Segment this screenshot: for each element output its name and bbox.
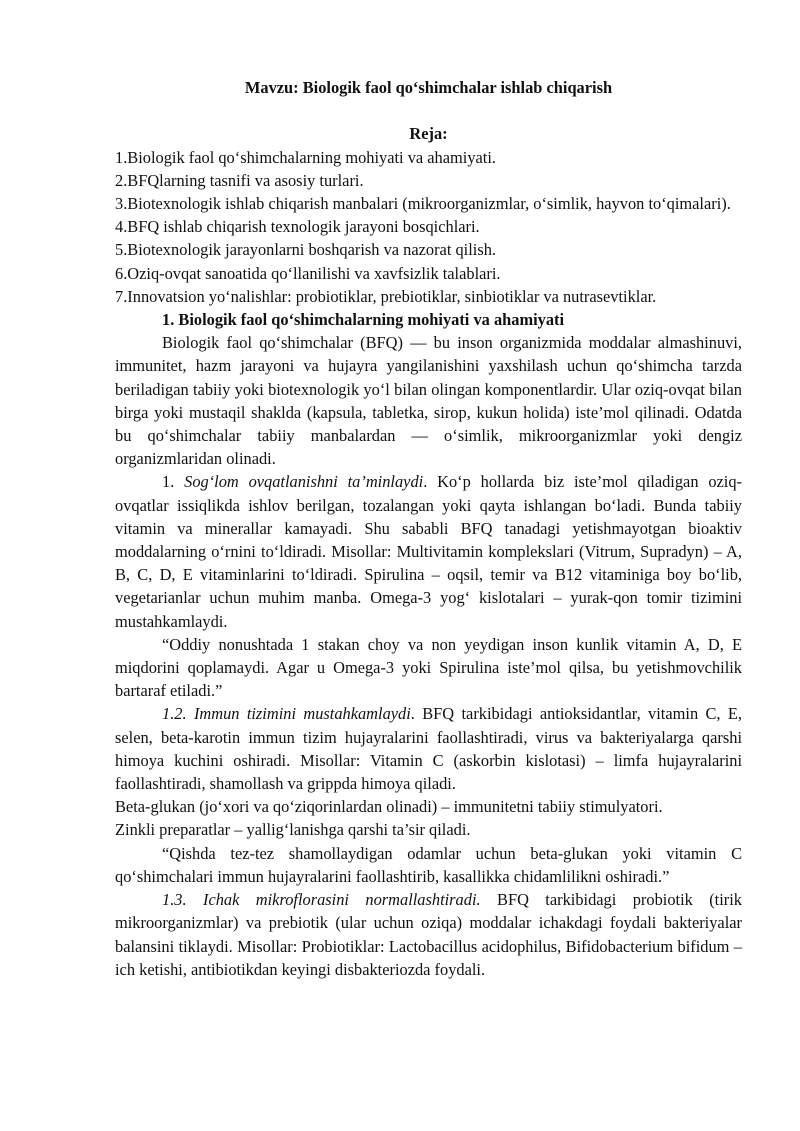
paragraph-microflora bbox=[115, 888, 742, 981]
paragraph-body: . Ko‘p hollarda biz iste’mol qiladigan oziq-ovqatlar issiqlikda ishlov berilgan, tozalangan yoki qayta ishlangan bo‘ladi. Bunda tabiiy vitamin va minerallar kamayadi. Shu sababli BFQ tanadagi yetishmayotgan bioaktiv moddalarning o‘rnini to‘ldiradi. Misollar: Multivitamin komplekslari (Vitrum, Supradyn) – A, B, C, D, E vitaminlarini to‘ldiradi. Spirulina – oqsil, temir va B12 vitaminiga boy bo‘lib, vegetarianlar uchun muhim manba. Omega-3 yog‘ kislotalari – yurak-qon tomir tizimini mustahkamlaydi. bbox=[115, 472, 743, 631]
plan-item: 6.Oziq-ovqat sanoatida qo‘llanilishi va xavfsizlik talablari. bbox=[115, 263, 501, 283]
quote-paragraph: “Oddiy nonushtada 1 stakan choy va non yeydigan inson kunlik vitamin A, D, E miqdorini qoplamaydi. Agar u Omega-3 yoki Spirulina iste’mol qilsa, bu yetishmovchilik bartaraf etiladi.” bbox=[115, 634, 742, 701]
paragraph-body: . BFQ tarkibidagi antioksidantlar, vitamin C, E, selen, beta-karotin immun tizim hujayralarini faollashtiradi, virus va bakteriyalarga qarshi himoya kuchini oshiradi. Misollar: Vitamin C (askorbin kislotasi) – limfa hujayralarini faollashtiradi, shamollash va grippda himoya qiladi. bbox=[115, 704, 742, 794]
paragraph-healthy-nutrition bbox=[115, 470, 742, 632]
paragraph-number: 1. bbox=[162, 472, 185, 492]
paragraph-italic-lead: 1.2. Immun tizimini mustahkamlaydi bbox=[162, 704, 411, 724]
plan-item: 4.BFQ ishlab chiqarish texnologik jarayoni bosqichlari. bbox=[115, 217, 480, 237]
paragraph-italic-lead: Sog‘lom ovqatlanishni ta’minlaydi bbox=[184, 472, 424, 492]
plan-item: 2.BFQlarning tasnifi va asosiy turlari. bbox=[115, 170, 364, 190]
plan-item: 3.Biotexnologik ishlab chiqarish manbalari (mikroorganizmlar, o‘simlik, hayvon to‘qimalari). bbox=[115, 194, 731, 213]
plan-item: 7.Innovatsion yo‘nalishlar: probiotiklar, prebiotiklar, sinbiotiklar va nutrasevtiklar. bbox=[115, 286, 657, 306]
quote-paragraph: “Qishda tez-tez shamollaydigan odamlar uchun beta-glukan yoki vitamin C qo‘shimchalari immun hujayralarini faollashtirib, kasallikka chidamlilikni oshiradi.” bbox=[115, 843, 742, 886]
document-title: Mavzu: Biologik faol qo‘shimchalar ishlab chiqarish bbox=[244, 78, 613, 97]
paragraph-line: Zinkli preparatlar – yallig‘lanishga qarshi ta’sir qiladi. bbox=[115, 820, 471, 840]
document-page bbox=[115, 76, 742, 981]
intro-paragraph: Biologik faol qo‘shimchalar (BFQ) — bu inson organizmida moddalar almashinuvi, immunitet, hazm jarayoni va hujayra yangilanishini yaxshilash uchun qo‘shimcha tarzda beriladigan tabiiy yoki biotexnologik yo‘l bilan olingan komponentlardir. Ular oziq-ovqat bilan birga yoki mustaqil shaklda (kapsula, tabletka, sirop, kukun holida) iste’mol qilinadi. Odatda bu qo‘shimchalar tabiiy manbalardan — o‘simlik, mikroorganizmlar yoki dengiz organizmlaridan olinadi. bbox=[115, 333, 742, 469]
plan-heading: Reja: bbox=[409, 124, 448, 144]
plan-item: 5.Biotexnologik jarayonlarni boshqarish va nazorat qilish. bbox=[115, 240, 497, 260]
paragraph-line: Beta-glukan (jo‘xori va qo‘ziqorinlardan olinadi) – immunitetni tabiiy stimulyatori. bbox=[115, 797, 663, 817]
plan-item: 1.Biologik faol qo‘shimchalarning mohiyati va ahamiyati. bbox=[115, 147, 497, 167]
paragraph-body: BFQ tarkibidagi probiotik (tirik mikroorganizmlar) va prebiotik (ular uchun oziqa) moddalar ichakdagi foydali bakteriyalar balansini tiklaydi. Misollar: Probiotiklar: Lactobacillus acidophilus, Bifidobacterium bifidum – ich ketishi, antibiotikdan keyingi disbakteriozda foydali. bbox=[115, 890, 742, 979]
section-heading: 1. Biologik faol qo‘shimchalarning mohiyati va ahamiyati bbox=[162, 310, 565, 330]
paragraph-italic-lead: 1.3. Ichak mikroflorasini normallashtiradi. bbox=[162, 890, 481, 910]
spacer bbox=[115, 99, 742, 122]
paragraph-immune bbox=[115, 702, 742, 795]
